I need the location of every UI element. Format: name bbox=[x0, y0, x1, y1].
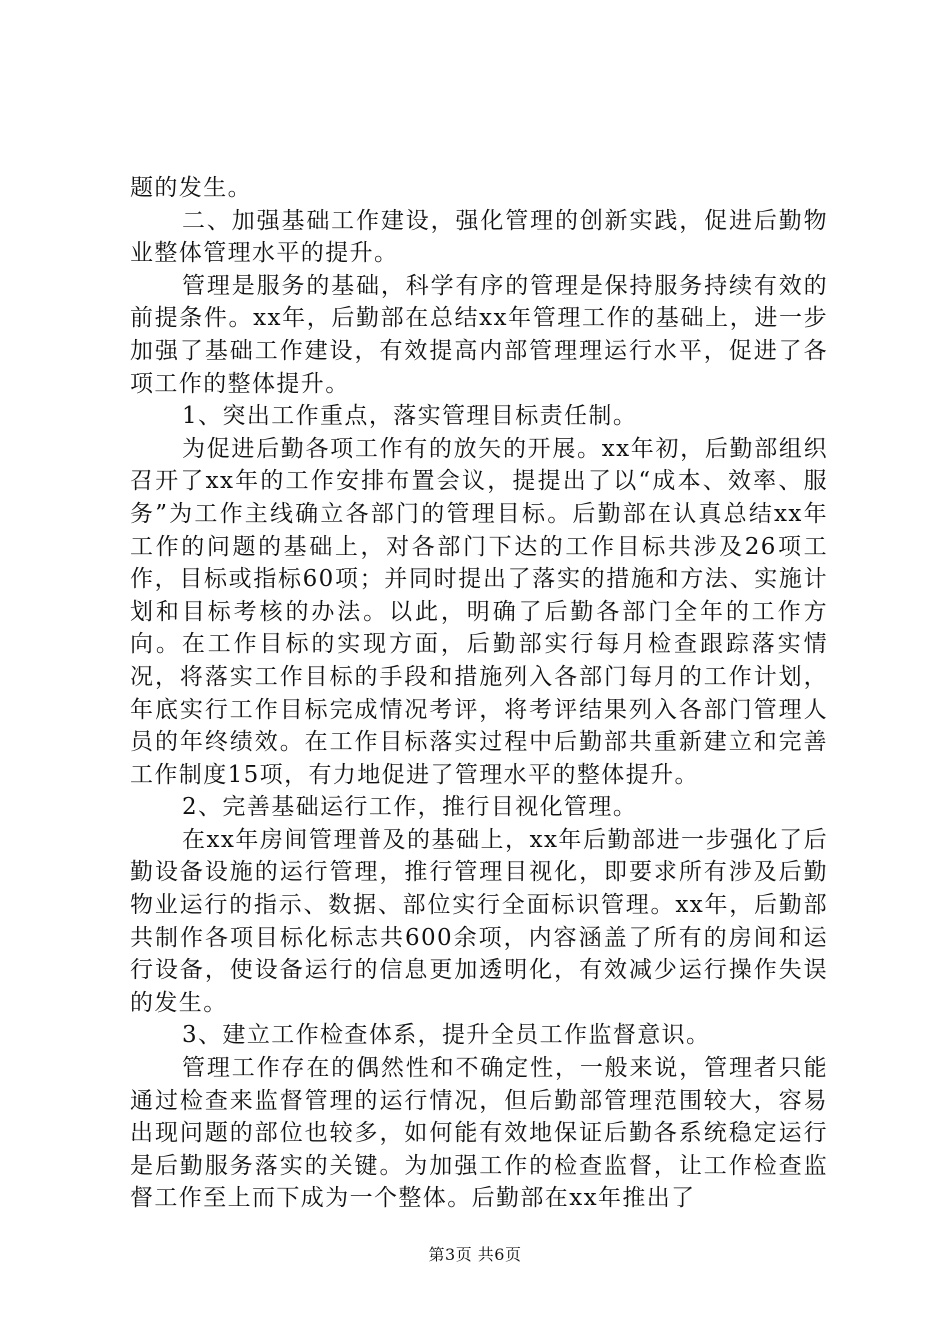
page-number-footer: 第3页 共6页 bbox=[428, 1245, 522, 1264]
paragraph-continuation: 题的发生。 bbox=[130, 175, 252, 201]
subheading-3: 3、建立工作检查体系，提升全员工作监督意识。 bbox=[182, 1022, 711, 1049]
section-heading-2: 二、加强基础工作建设，强化管理的创新实践，促进后勤物业整体管理水平的提升。 bbox=[130, 207, 828, 267]
subheading-1: 1、突出工作重点，落实管理目标责任制。 bbox=[182, 403, 638, 430]
paragraph: 为促进后勤各项工作有的放矢的开展。xx年初，后勤部组织召开了xx年的工作安排布置会议，提提出了以“成本、效率、服务”为工作主线确立各部门的管理目标。后勤部在认真总结xx年工作的问题的基础上，对各部门下达的工作目标共涉及26项工作，目标或指标60项；并同时提出了落实的措施和方法、实施计划和目标考核的办法。以此，明确了后勤各部门全年的工作方向。在工作目标的实现方面，后勤部实行每月检查跟踪落实情况，将落实工作目标的手段和措施列入各部门每月的工作计划，年底实行工作目标完成情况考评，将考评结果列入各部门管理人员的年终绩效。在工作目标落实过程中后勤部共重新建立和完善工作制度15项，有力地促进了管理水平的整体提升。 bbox=[130, 435, 828, 788]
subheading-2: 2、完善基础运行工作，推行目视化管理。 bbox=[182, 794, 638, 821]
paragraph: 管理工作存在的偶然性和不确定性，一般来说，管理者只能通过检查来监督管理的运行情况，但后勤部管理范围较大，容易出现问题的部位也较多，如何能有效地保证后勤各系统稳定运行是后勤服务落实的关键。为加强工作的检查监督，让工作检查监督工作至上而下成为一个整体。后勤部在xx年推出了 bbox=[130, 1055, 828, 1212]
paragraph: 在xx年房间管理普及的基础上，xx年后勤部进一步强化了后勤设备设施的运行管理，推行管理目视化，即要求所有涉及后勤物业运行的指示、数据、部位实行全面标识管理。xx年，后勤部共制作各项目标化标志共600余项，内容涵盖了所有的房间和运行设备，使设备运行的信息更加透明化，有效减少运行操作失误的发生。 bbox=[130, 826, 828, 1016]
document-body bbox=[130, 172, 828, 1215]
paragraph: 管理是服务的基础，科学有序的管理是保持服务持续有效的前提条件。xx年，后勤部在总结xx年管理工作的基础上，进一步加强了基础工作建设，有效提高内部管理理运行水平，促进了各项工作的整体提升。 bbox=[130, 272, 828, 397]
